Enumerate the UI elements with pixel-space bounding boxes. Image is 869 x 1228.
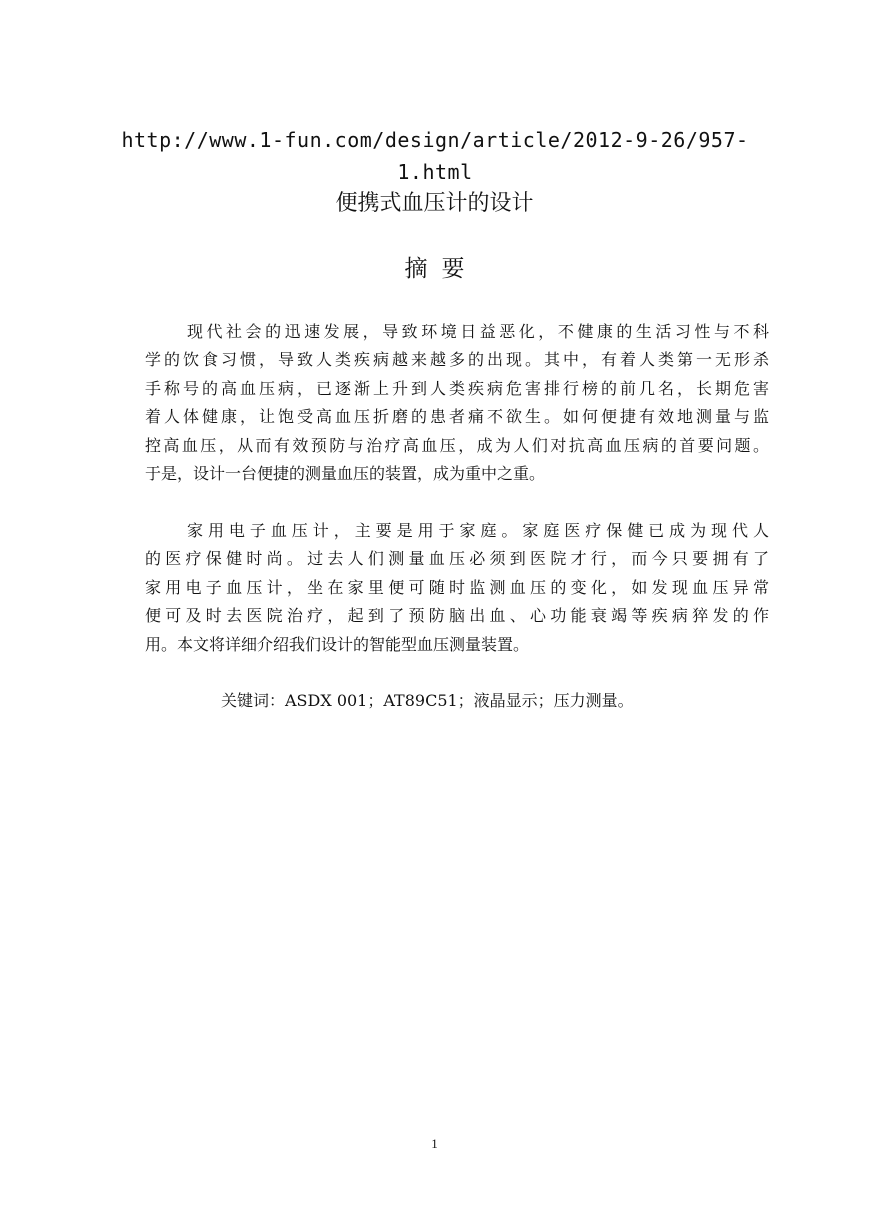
paragraph-line: 用。本文将详细介绍我们设计的智能型血压测量装置。 (145, 634, 530, 654)
paragraph-line: 家用电子血压计，坐在家里便可随时监测血压的变化，如发现血压异常 (145, 577, 769, 597)
paragraph-line: 的医疗保健时尚。过去人们测量血压必须到医院才行，而今只要拥有了 (145, 549, 769, 569)
paragraph-line: 学的饮食习惯，导致人类疾病越来越多的出现。其中，有着人类第一无形杀 (145, 350, 769, 370)
abstract-paragraph-1 (145, 318, 769, 488)
paragraph-line: 家用电子血压计，主要是用于家庭。家庭医疗保健已成为现代人 (187, 521, 769, 540)
source-url-line-2: 1.html (397, 160, 473, 184)
paragraph-line: 手称号的高血压病，已逐渐上升到人类疾病危害排行榜的前几名，长期危害 (145, 378, 769, 398)
paragraph-line: 控高血压，从而有效预防与治疗高血压，成为人们对抗高血压病的首要问题。 (145, 435, 769, 455)
paragraph-line: 便可及时去医院治疗，起到了预防脑出血、心功能衰竭等疾病猝发的作 (145, 606, 769, 626)
source-url-line-1: http://www.1-fun.com/design/article/2012-9-26/957- (121, 128, 749, 152)
abstract-heading: 摘要 (404, 256, 479, 282)
paragraph-line: 于是，设计一台便捷的测量血压的装置，成为重中之重。 (145, 464, 546, 484)
paragraph-line: 现代社会的迅速发展，导致环境日益恶化，不健康的生活习性与不科 (187, 322, 769, 341)
document-title: 便携式血压计的设计 (335, 191, 534, 216)
paragraph-line: 着人体健康，让饱受高血压折磨的患者痛不欲生。如何便捷有效地测量与监 (145, 407, 769, 427)
page-number: 1 (431, 1136, 438, 1151)
abstract-paragraph-2 (145, 517, 769, 659)
keywords-line: 关键词：ASDX 001；AT89C51；液晶显示；压力测量。 (221, 691, 634, 710)
